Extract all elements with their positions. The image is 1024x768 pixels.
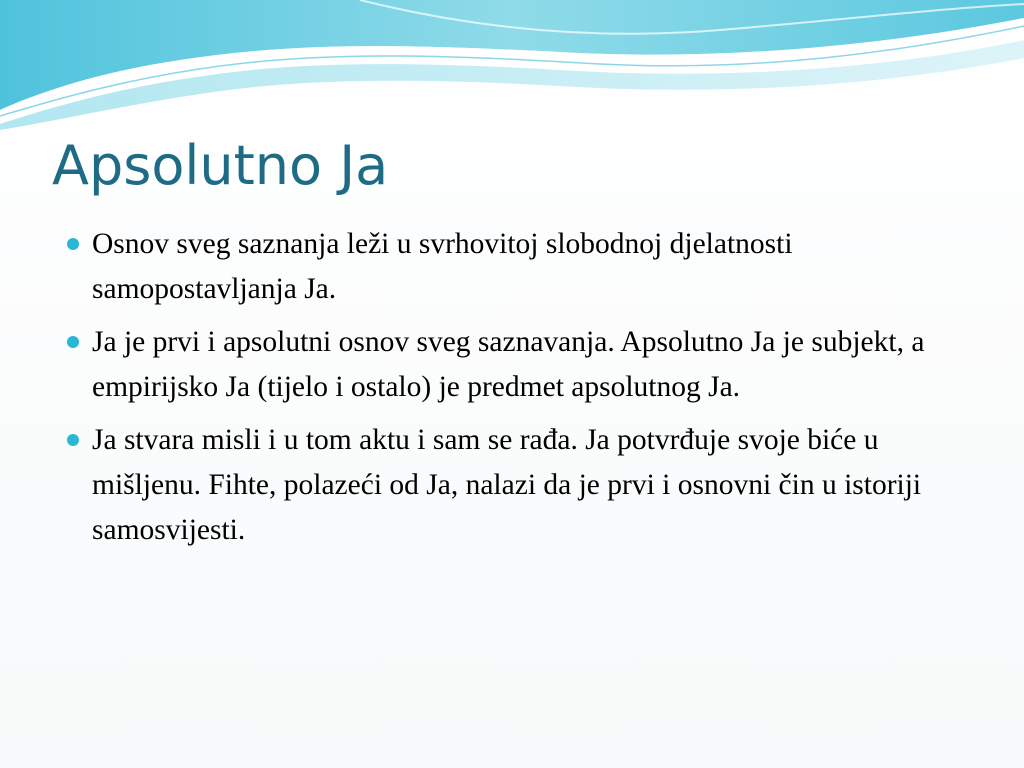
- bullet-item: [64, 222, 969, 312]
- decorative-wave-header: [0, 0, 1024, 130]
- bullet-dot-icon: [67, 434, 79, 446]
- bullet-list: [64, 222, 969, 561]
- bullet-dot-icon: [67, 336, 79, 348]
- bullet-item: [64, 320, 969, 410]
- bullet-text: Ja je prvi i apsolutni osnov sveg saznavanja. Apsolutno Ja je subjekt, a empirijsko Ja (tijelo i ostalo) je predmet apsolutnog Ja.: [92, 326, 925, 403]
- bullet-text: Osnov sveg saznanja leži u svrhovitoj slobodnoj djelatnosti samopostavljanja Ja.: [92, 228, 793, 305]
- slide-title: Apsolutno Ja: [52, 134, 389, 197]
- bullet-dot-icon: [67, 238, 79, 250]
- bullet-text: Ja stvara misli i u tom aktu i sam se rađa. Ja potvrđuje svoje biće u mišljenu. Fihte, polazeći od Ja, nalazi da je prvi i osnovni čin u istoriji samosvijesti.: [92, 424, 922, 546]
- bullet-item: [64, 418, 969, 553]
